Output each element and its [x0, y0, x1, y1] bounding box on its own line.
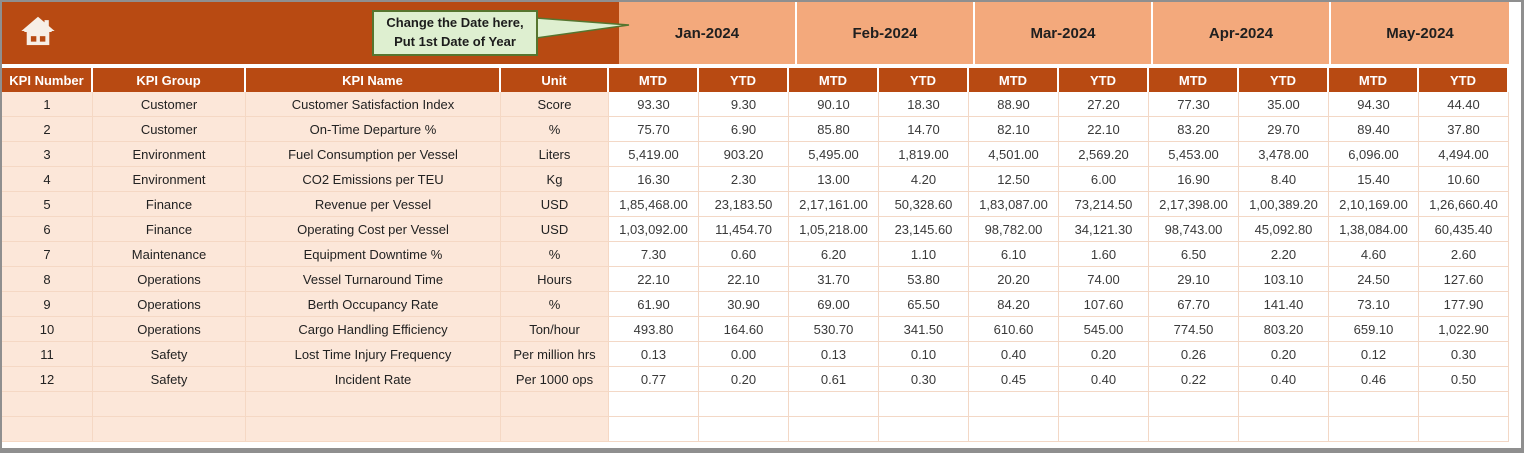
kpi-value-cell[interactable]: 85.80 — [789, 117, 879, 142]
empty-cell[interactable] — [2, 392, 93, 417]
callout-arrow-icon — [536, 14, 632, 46]
kpi-group-cell[interactable]: Operations — [93, 292, 246, 317]
kpi-value-cell[interactable]: 67.70 — [1149, 292, 1239, 317]
empty-cell[interactable] — [246, 392, 501, 417]
empty-cell[interactable] — [1149, 417, 1239, 442]
kpi-unit-cell[interactable]: % — [501, 292, 609, 317]
kpi-value-cell[interactable]: 89.40 — [1329, 117, 1419, 142]
table-row — [2, 192, 1521, 217]
kpi-value-cell[interactable]: 1.10 — [879, 242, 969, 267]
kpi-value-cell[interactable]: 50,328.60 — [879, 192, 969, 217]
kpi-value-cell[interactable]: 0.40 — [1239, 367, 1329, 392]
home-button[interactable] — [18, 10, 58, 54]
kpi-group-cell[interactable]: Operations — [93, 317, 246, 342]
kpi-value-cell[interactable]: 4.20 — [879, 167, 969, 192]
kpi-name-cell[interactable]: CO2 Emissions per TEU — [246, 167, 501, 192]
empty-cell[interactable] — [1419, 392, 1509, 417]
kpi-value-cell[interactable]: 1,26,660.40 — [1419, 192, 1509, 217]
empty-cell[interactable] — [879, 392, 969, 417]
month-header-feb-2024[interactable]: Feb-2024 — [797, 2, 975, 64]
kpi-number-cell[interactable]: 7 — [2, 242, 93, 267]
subheader-feb-2024-mtd: MTD — [789, 68, 879, 92]
kpi-value-cell[interactable]: 1,83,087.00 — [969, 192, 1059, 217]
kpi-value-cell[interactable]: 1,03,092.00 — [609, 217, 699, 242]
kpi-value-cell[interactable]: 27.20 — [1059, 92, 1149, 117]
table-row — [2, 167, 1521, 192]
kpi-group-cell[interactable]: Environment — [93, 167, 246, 192]
kpi-value-cell[interactable]: 29.70 — [1239, 117, 1329, 142]
kpi-unit-cell[interactable]: % — [501, 242, 609, 267]
kpi-value-cell[interactable]: 6,096.00 — [1329, 142, 1419, 167]
kpi-number-cell[interactable]: 12 — [2, 367, 93, 392]
kpi-value-cell[interactable]: 35.00 — [1239, 92, 1329, 117]
empty-cell[interactable] — [1149, 392, 1239, 417]
kpi-value-cell[interactable]: 94.30 — [1329, 92, 1419, 117]
kpi-value-cell[interactable]: 177.90 — [1419, 292, 1509, 317]
kpi-value-cell[interactable]: 37.80 — [1419, 117, 1509, 142]
column-header-kpi-name: KPI Name — [246, 68, 501, 92]
kpi-value-cell[interactable]: 0.61 — [789, 367, 879, 392]
kpi-value-cell[interactable]: 0.13 — [609, 342, 699, 367]
kpi-value-cell[interactable]: 82.10 — [969, 117, 1059, 142]
kpi-name-cell[interactable]: Revenue per Vessel — [246, 192, 501, 217]
kpi-value-cell[interactable]: 22.10 — [699, 267, 789, 292]
empty-cell[interactable] — [699, 417, 789, 442]
kpi-value-cell[interactable]: 530.70 — [789, 317, 879, 342]
kpi-name-cell[interactable]: Cargo Handling Efficiency — [246, 317, 501, 342]
kpi-value-cell[interactable]: 610.60 — [969, 317, 1059, 342]
kpi-number-cell[interactable]: 8 — [2, 267, 93, 292]
kpi-value-cell[interactable]: 0.20 — [1239, 342, 1329, 367]
empty-cell[interactable] — [609, 392, 699, 417]
kpi-value-cell[interactable]: 141.40 — [1239, 292, 1329, 317]
empty-cell[interactable] — [93, 392, 246, 417]
kpi-value-cell[interactable]: 30.90 — [699, 292, 789, 317]
kpi-value-cell[interactable]: 2.20 — [1239, 242, 1329, 267]
kpi-value-cell[interactable]: 1,38,084.00 — [1329, 217, 1419, 242]
column-header-unit: Unit — [501, 68, 609, 92]
kpi-value-cell[interactable]: 15.40 — [1329, 167, 1419, 192]
kpi-name-cell[interactable]: On-Time Departure % — [246, 117, 501, 142]
kpi-number-cell[interactable]: 10 — [2, 317, 93, 342]
empty-cell[interactable] — [789, 392, 879, 417]
kpi-name-cell[interactable]: Vessel Turnaround Time — [246, 267, 501, 292]
kpi-name-cell[interactable]: Fuel Consumption per Vessel — [246, 142, 501, 167]
kpi-value-cell[interactable]: 2,10,169.00 — [1329, 192, 1419, 217]
kpi-group-cell[interactable]: Environment — [93, 142, 246, 167]
subheader-mar-2024-mtd: MTD — [969, 68, 1059, 92]
subheader-apr-2024-mtd: MTD — [1149, 68, 1239, 92]
empty-table-row — [2, 417, 1521, 442]
kpi-value-cell[interactable]: 5,419.00 — [609, 142, 699, 167]
kpi-value-cell[interactable]: 23,183.50 — [699, 192, 789, 217]
kpi-value-cell[interactable]: 0.12 — [1329, 342, 1419, 367]
empty-cell[interactable] — [2, 417, 93, 442]
kpi-value-cell[interactable]: 7.30 — [609, 242, 699, 267]
kpi-number-cell[interactable]: 6 — [2, 217, 93, 242]
kpi-number-cell[interactable]: 9 — [2, 292, 93, 317]
table-row — [2, 367, 1521, 392]
empty-cell[interactable] — [699, 392, 789, 417]
kpi-value-cell[interactable]: 9.30 — [699, 92, 789, 117]
kpi-value-cell[interactable]: 107.60 — [1059, 292, 1149, 317]
empty-cell[interactable] — [969, 417, 1059, 442]
kpi-value-cell[interactable]: 127.60 — [1419, 267, 1509, 292]
kpi-value-cell[interactable]: 2,17,161.00 — [789, 192, 879, 217]
header-corner-block — [2, 2, 619, 64]
table-row — [2, 342, 1521, 367]
kpi-value-cell[interactable]: 0.22 — [1149, 367, 1239, 392]
column-header-band — [2, 68, 1521, 92]
kpi-value-cell[interactable]: 0.40 — [1059, 367, 1149, 392]
kpi-value-cell[interactable]: 0.77 — [609, 367, 699, 392]
empty-cell[interactable] — [246, 417, 501, 442]
kpi-value-cell[interactable]: 0.46 — [1329, 367, 1419, 392]
empty-cell[interactable] — [93, 417, 246, 442]
kpi-value-cell[interactable]: 6.20 — [789, 242, 879, 267]
kpi-table-body — [2, 92, 1521, 442]
kpi-value-cell[interactable]: 5,495.00 — [789, 142, 879, 167]
kpi-value-cell[interactable]: 14.70 — [879, 117, 969, 142]
kpi-value-cell[interactable]: 3,478.00 — [1239, 142, 1329, 167]
kpi-number-cell[interactable]: 3 — [2, 142, 93, 167]
kpi-value-cell[interactable]: 1.60 — [1059, 242, 1149, 267]
table-row — [2, 242, 1521, 267]
kpi-value-cell[interactable]: 0.10 — [879, 342, 969, 367]
kpi-value-cell[interactable]: 0.20 — [699, 367, 789, 392]
kpi-value-cell[interactable]: 0.00 — [699, 342, 789, 367]
kpi-group-cell[interactable]: Maintenance — [93, 242, 246, 267]
kpi-value-cell[interactable]: 2.30 — [699, 167, 789, 192]
kpi-value-cell[interactable]: 8.40 — [1239, 167, 1329, 192]
kpi-value-cell[interactable]: 5,453.00 — [1149, 142, 1239, 167]
kpi-value-cell[interactable]: 18.30 — [879, 92, 969, 117]
subheader-jan-2024-mtd: MTD — [609, 68, 699, 92]
kpi-unit-cell[interactable]: USD — [501, 192, 609, 217]
kpi-value-cell[interactable]: 65.50 — [879, 292, 969, 317]
home-icon — [19, 12, 57, 52]
kpi-number-cell[interactable]: 2 — [2, 117, 93, 142]
kpi-group-cell[interactable]: Finance — [93, 192, 246, 217]
kpi-value-cell[interactable]: 0.30 — [1419, 342, 1509, 367]
kpi-number-cell[interactable]: 1 — [2, 92, 93, 117]
kpi-value-cell[interactable]: 77.30 — [1149, 92, 1239, 117]
empty-cell[interactable] — [1059, 417, 1149, 442]
kpi-value-cell[interactable]: 69.00 — [789, 292, 879, 317]
table-row — [2, 217, 1521, 242]
months-row — [619, 2, 1509, 66]
empty-cell[interactable] — [1059, 392, 1149, 417]
kpi-value-cell[interactable]: 1,819.00 — [879, 142, 969, 167]
kpi-value-cell[interactable]: 341.50 — [879, 317, 969, 342]
table-row — [2, 142, 1521, 167]
kpi-value-cell[interactable]: 803.20 — [1239, 317, 1329, 342]
kpi-group-cell[interactable]: Safety — [93, 342, 246, 367]
kpi-value-cell[interactable]: 90.10 — [789, 92, 879, 117]
callout-line2: Put 1st Date of Year — [394, 34, 516, 49]
empty-cell[interactable] — [1419, 417, 1509, 442]
kpi-unit-cell[interactable]: % — [501, 117, 609, 142]
table-row — [2, 267, 1521, 292]
kpi-value-cell[interactable]: 16.30 — [609, 167, 699, 192]
empty-cell[interactable] — [501, 392, 609, 417]
kpi-value-cell[interactable]: 45,092.80 — [1239, 217, 1329, 242]
kpi-value-cell[interactable]: 98,782.00 — [969, 217, 1059, 242]
kpi-value-cell[interactable]: 0.60 — [699, 242, 789, 267]
kpi-value-cell[interactable]: 4,501.00 — [969, 142, 1059, 167]
kpi-name-cell[interactable]: Lost Time Injury Frequency — [246, 342, 501, 367]
table-row — [2, 317, 1521, 342]
empty-cell[interactable] — [501, 417, 609, 442]
kpi-value-cell[interactable]: 11,454.70 — [699, 217, 789, 242]
kpi-value-cell[interactable]: 2,17,398.00 — [1149, 192, 1239, 217]
empty-table-row — [2, 392, 1521, 417]
month-header-may-2024[interactable]: May-2024 — [1331, 2, 1509, 64]
table-row — [2, 292, 1521, 317]
kpi-value-cell[interactable]: 12.50 — [969, 167, 1059, 192]
kpi-unit-cell[interactable]: Hours — [501, 267, 609, 292]
kpi-value-cell[interactable]: 83.20 — [1149, 117, 1239, 142]
subheader-may-2024-ytd: YTD — [1419, 68, 1509, 92]
kpi-number-cell[interactable]: 11 — [2, 342, 93, 367]
kpi-value-cell[interactable]: 4.60 — [1329, 242, 1419, 267]
empty-cell[interactable] — [879, 417, 969, 442]
empty-cell[interactable] — [1239, 417, 1329, 442]
kpi-value-cell[interactable]: 774.50 — [1149, 317, 1239, 342]
kpi-name-cell[interactable]: Equipment Downtime % — [246, 242, 501, 267]
kpi-value-cell[interactable]: 0.40 — [969, 342, 1059, 367]
kpi-name-cell[interactable]: Operating Cost per Vessel — [246, 217, 501, 242]
kpi-name-cell[interactable]: Incident Rate — [246, 367, 501, 392]
empty-cell[interactable] — [609, 417, 699, 442]
kpi-name-cell[interactable]: Berth Occupancy Rate — [246, 292, 501, 317]
kpi-value-cell[interactable]: 1,05,218.00 — [789, 217, 879, 242]
date-callout — [372, 10, 538, 56]
kpi-value-cell[interactable]: 53.80 — [879, 267, 969, 292]
kpi-value-cell[interactable]: 6.90 — [699, 117, 789, 142]
kpi-value-cell[interactable]: 84.20 — [969, 292, 1059, 317]
subheader-mar-2024-ytd: YTD — [1059, 68, 1149, 92]
callout-line1: Change the Date here, — [386, 15, 524, 31]
kpi-value-cell[interactable]: 6.10 — [969, 242, 1059, 267]
kpi-group-cell[interactable]: Finance — [93, 217, 246, 242]
empty-cell[interactable] — [1239, 392, 1329, 417]
month-header-mar-2024[interactable]: Mar-2024 — [975, 2, 1153, 64]
kpi-value-cell[interactable]: 0.45 — [969, 367, 1059, 392]
kpi-value-cell[interactable]: 73,214.50 — [1059, 192, 1149, 217]
kpi-unit-cell[interactable]: Score — [501, 92, 609, 117]
kpi-value-cell[interactable]: 98,743.00 — [1149, 217, 1239, 242]
kpi-value-cell[interactable]: 493.80 — [609, 317, 699, 342]
kpi-unit-cell[interactable]: Liters — [501, 142, 609, 167]
kpi-unit-cell[interactable]: USD — [501, 217, 609, 242]
kpi-value-cell[interactable]: 61.90 — [609, 292, 699, 317]
kpi-value-cell[interactable]: 10.60 — [1419, 167, 1509, 192]
kpi-value-cell[interactable]: 24.50 — [1329, 267, 1419, 292]
subheader-apr-2024-ytd: YTD — [1239, 68, 1329, 92]
kpi-value-cell[interactable]: 23,145.60 — [879, 217, 969, 242]
kpi-value-cell[interactable]: 73.10 — [1329, 292, 1419, 317]
kpi-value-cell[interactable]: 34,121.30 — [1059, 217, 1149, 242]
kpi-value-cell[interactable]: 0.20 — [1059, 342, 1149, 367]
kpi-unit-cell[interactable]: Per 1000 ops — [501, 367, 609, 392]
kpi-value-cell[interactable]: 74.00 — [1059, 267, 1149, 292]
subheader-jan-2024-ytd: YTD — [699, 68, 789, 92]
kpi-group-cell[interactable]: Safety — [93, 367, 246, 392]
month-header-apr-2024[interactable]: Apr-2024 — [1153, 2, 1331, 64]
kpi-value-cell[interactable]: 2,569.20 — [1059, 142, 1149, 167]
kpi-group-cell[interactable]: Customer — [93, 117, 246, 142]
table-row — [2, 92, 1521, 117]
kpi-value-cell[interactable]: 93.30 — [609, 92, 699, 117]
kpi-value-cell[interactable]: 659.10 — [1329, 317, 1419, 342]
kpi-group-cell[interactable]: Operations — [93, 267, 246, 292]
kpi-value-cell[interactable]: 0.50 — [1419, 367, 1509, 392]
subheader-may-2024-mtd: MTD — [1329, 68, 1419, 92]
kpi-value-cell[interactable]: 88.90 — [969, 92, 1059, 117]
subheader-feb-2024-ytd: YTD — [879, 68, 969, 92]
kpi-value-cell[interactable]: 16.90 — [1149, 167, 1239, 192]
kpi-number-cell[interactable]: 4 — [2, 167, 93, 192]
kpi-value-cell[interactable]: 1,00,389.20 — [1239, 192, 1329, 217]
kpi-value-cell[interactable]: 103.10 — [1239, 267, 1329, 292]
empty-cell[interactable] — [969, 392, 1059, 417]
kpi-value-cell[interactable]: 4,494.00 — [1419, 142, 1509, 167]
kpi-value-cell[interactable]: 164.60 — [699, 317, 789, 342]
empty-cell[interactable] — [789, 417, 879, 442]
kpi-value-cell[interactable]: 0.13 — [789, 342, 879, 367]
kpi-value-cell[interactable]: 0.30 — [879, 367, 969, 392]
kpi-unit-cell[interactable]: Kg — [501, 167, 609, 192]
kpi-value-cell[interactable]: 1,85,468.00 — [609, 192, 699, 217]
kpi-name-cell[interactable]: Customer Satisfaction Index — [246, 92, 501, 117]
table-row — [2, 117, 1521, 142]
empty-cell[interactable] — [1329, 392, 1419, 417]
column-header-kpi-group: KPI Group — [93, 68, 246, 92]
empty-cell[interactable] — [1329, 417, 1419, 442]
kpi-value-cell[interactable]: 31.70 — [789, 267, 879, 292]
kpi-value-cell[interactable]: 75.70 — [609, 117, 699, 142]
kpi-value-cell[interactable]: 29.10 — [1149, 267, 1239, 292]
kpi-group-cell[interactable]: Customer — [93, 92, 246, 117]
kpi-value-cell[interactable]: 1,022.90 — [1419, 317, 1509, 342]
kpi-value-cell[interactable]: 0.26 — [1149, 342, 1239, 367]
kpi-value-cell[interactable]: 22.10 — [609, 267, 699, 292]
kpi-value-cell[interactable]: 22.10 — [1059, 117, 1149, 142]
kpi-value-cell[interactable]: 44.40 — [1419, 92, 1509, 117]
top-header-band — [2, 2, 1521, 68]
kpi-number-cell[interactable]: 5 — [2, 192, 93, 217]
month-header-jan-2024[interactable]: Jan-2024 — [619, 2, 797, 64]
kpi-unit-cell[interactable]: Per million hrs — [501, 342, 609, 367]
kpi-value-cell[interactable]: 6.50 — [1149, 242, 1239, 267]
kpi-value-cell[interactable]: 60,435.40 — [1419, 217, 1509, 242]
kpi-value-cell[interactable]: 20.20 — [969, 267, 1059, 292]
kpi-value-cell[interactable]: 903.20 — [699, 142, 789, 167]
kpi-value-cell[interactable]: 13.00 — [789, 167, 879, 192]
kpi-unit-cell[interactable]: Ton/hour — [501, 317, 609, 342]
kpi-value-cell[interactable]: 6.00 — [1059, 167, 1149, 192]
kpi-value-cell[interactable]: 2.60 — [1419, 242, 1509, 267]
kpi-value-cell[interactable]: 545.00 — [1059, 317, 1149, 342]
column-header-kpi-number: KPI Number — [2, 68, 93, 92]
